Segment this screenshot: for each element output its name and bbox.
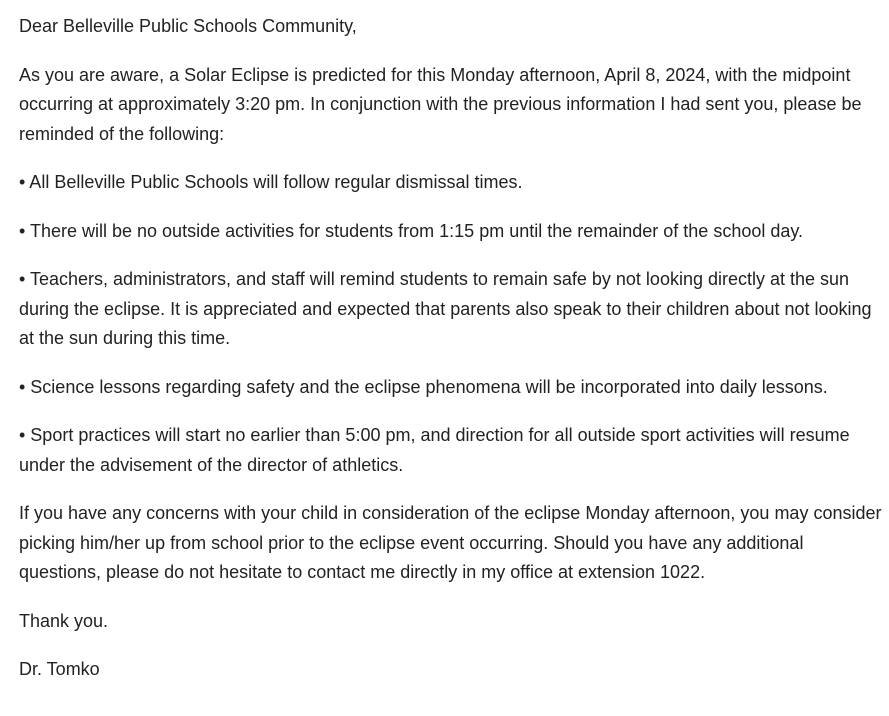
bullet-safety-reminder: • Teachers, administrators, and staff will remind students to remain safe by not looking directly at the sun during the eclipse. It is appreciated and expected that parents also speak to their children about not looking at the sun during this time.	[19, 269, 872, 348]
signature: Dr. Tomko	[19, 659, 100, 679]
bullet-science-lessons: • Science lessons regarding safety and the eclipse phenomena will be incorporated into daily lessons.	[19, 376, 828, 397]
sign-off: Thank you.	[19, 610, 109, 631]
bullet-sport-practices: • Sport practices will start no earlier than 5:00 pm, and direction for all outside sport activities will resume under the advisement of the director of athletics.	[19, 425, 850, 475]
letter-body	[19, 12, 885, 704]
greeting: Dear Belleville Public Schools Community,	[19, 16, 357, 36]
closing-paragraph: If you have any concerns with your child in consideration of the eclipse Monday afternoon, you may consider picking him/her up from school prior to the eclipse event occurring. Should you have any additional questions, please do not hesitate to contact me directly in my office at extension 1022.	[19, 503, 882, 582]
intro-paragraph: As you are aware, a Solar Eclipse is predicted for this Monday afternoon, April 8, 2024, with the midpoint occurring at approximately 3:20 pm. In conjunction with the previous information I had sent you, please be reminded of the following:	[19, 64, 862, 144]
bullet-dismissal: • All Belleville Public Schools will follow regular dismissal times.	[19, 172, 523, 192]
bullet-outside-activities: • There will be no outside activities for students from 1:15 pm until the remainder of the school day.	[19, 220, 804, 241]
